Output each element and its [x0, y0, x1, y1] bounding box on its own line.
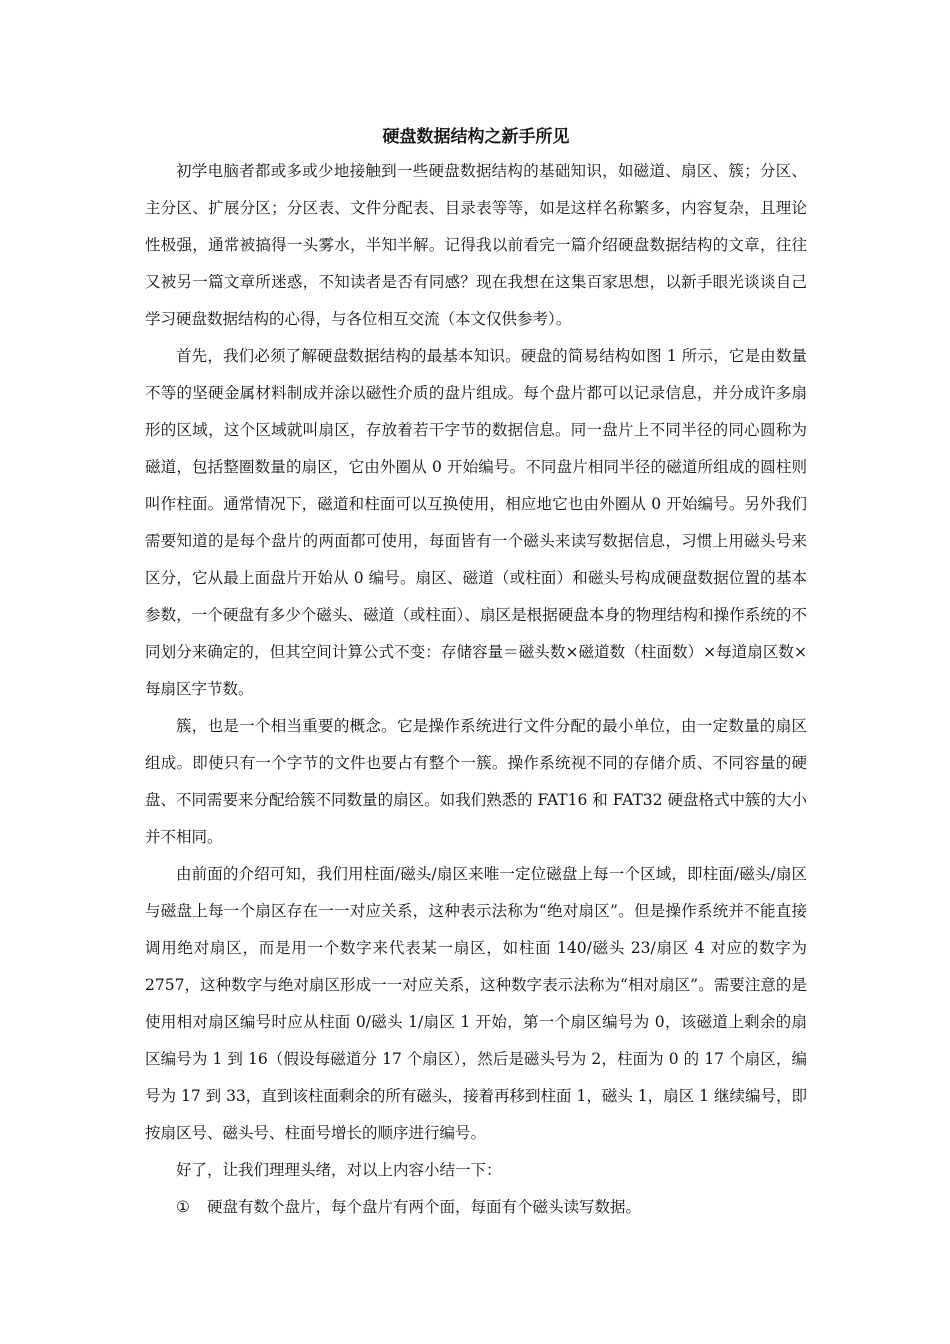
paragraph-summary-intro: 好了，让我们理理头绪，对以上内容小结一下：: [176, 1161, 502, 1179]
paragraph-cluster: 簇，也是一个相当重要的概念。它是操作系统进行文件分配的最小单位，由一定数量的扇区组成。即使只有一个字节的文件也要占有整个一簇。操作系统视不同的存储介质、不同容量的硬盘、不同需要来分配给簇不同数量的扇区。如我们熟悉的 FAT16 和 FAT32 硬盘格式中簇的大小并不相同。: [145, 717, 807, 846]
document-page: [145, 126, 807, 1226]
list-item-text: 硬盘有数个盘片，每个盘片有两个面，每面有个磁头读写数据。: [207, 1198, 642, 1216]
list-marker: ①: [176, 1198, 190, 1216]
paragraph-basics: 首先，我们必须了解硬盘数据结构的最基本知识。硬盘的简易结构如图 1 所示，它是由数量不等的坚硬金属材料制成并涂以磁性介质的盘片组成。每个盘片都可以记录信息，并分成许多扇形的区域，这个区域就叫扇区，存放着若干字节的数据信息。同一盘片上不同半径的同心圆称为磁道，包括整圈数量的扇区，它由外圈从 0 开始编号。不同盘片相同半径的磁道所组成的圆柱则叫作柱面。通常情况下，磁道和柱面可以互换使用，相应地它也由外圈从 0 开始编号。另外我们需要知道的是每个盘片的两面都可使用，每面皆有一个磁头来读写数据信息，习惯上用磁头号来区分，它从最上面盘片开始从 0 编号。扇区、磁道（或柱面）和磁头号构成硬盘数据位置的基本参数，一个硬盘有多少个磁头、磁道（或柱面）、扇区是根据硬盘本身的物理结构和操作系统的不同划分来确定的，但其空间计算公式不变：存储容量＝磁头数×磁道数（柱面数）×每道扇区数×每扇区字节数。: [145, 347, 807, 698]
paragraph-intro: 初学电脑者都或多或少地接触到一些硬盘数据结构的基础知识，如磁道、扇区、簇；分区、主分区、扩展分区；分区表、文件分配表、目录表等等，如是这样名称繁多，内容复杂，且理论性极强，通常被搞得一头雾水，半知半解。记得我以前看完一篇介绍硬盘数据结构的文章，往往又被另一篇文章所迷惑，不知读者是否有同感？现在我想在这集百家思想，以新手眼光谈谈自己学习硬盘数据结构的心得，与各位相互交流（本文仅供参考）。: [145, 162, 807, 328]
paragraph-sector-addressing: 由前面的介绍可知，我们用柱面/磁头/扇区来唯一定位磁盘上每一个区域，即柱面/磁头/扇区与磁盘上每一个扇区存在一一对应关系，这种表示法称为“绝对扇区”。但是操作系统并不能直接调用绝对扇区，而是用一个数字来代表某一扇区，如柱面 140/磁头 23/扇区 4 对应的数字为 2757，这种数字与绝对扇区形成一一对应关系，这种数字表示法称为“相对扇区”。需要注意的是使用相对扇区编号时应从柱面 0/磁头 1/扇区 1 开始，第一个扇区编号为 0，该磁道上剩余的扇区编号为 1 到 16（假设每磁道分 17 个扇区），然后是磁头号为 2，柱面为 0 的 17 个扇区，编号为 17 到 33，直到该柱面剩余的所有磁头，接着再移到柱面 1，磁头 1，扇区 1 继续编号，即按扇区号、磁头号、柱面号增长的顺序进行编号。: [145, 865, 807, 1142]
document-title: 硬盘数据结构之新手所见: [382, 127, 570, 147]
list-item: [145, 1189, 807, 1226]
